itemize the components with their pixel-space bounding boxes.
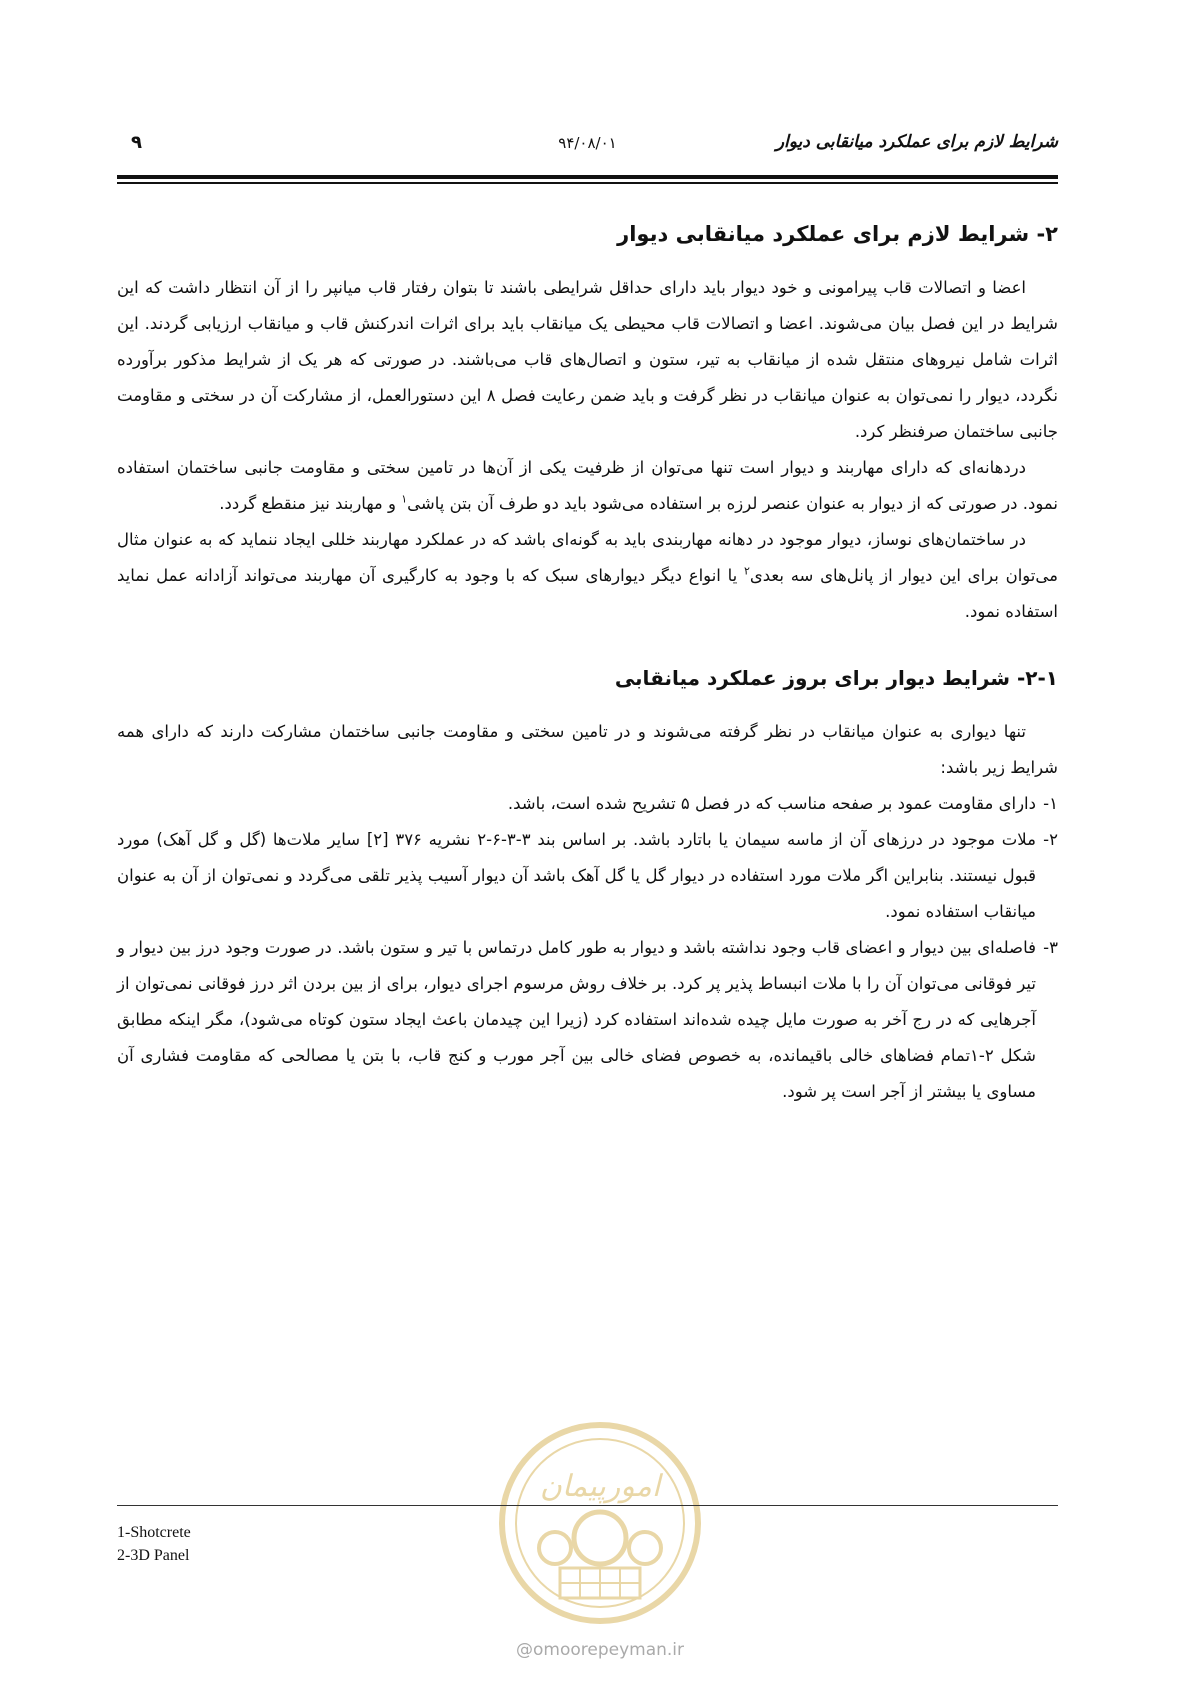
paragraph-3-text-a: در ساختمان‌های نوساز، دیوار موجود در دهانه مهاربندی باید به گونه‌ای باشد که در عملکرد مهاربند خللی ایجاد ننماید که به عنوان مثال می‌توان برای این دیوار از پانل‌های سه بعدی <box>117 530 1058 585</box>
footnote-ref-2: ۲ <box>743 564 750 578</box>
paragraph-2 <box>117 450 1058 522</box>
watermark-url-text: omoorepeyman.ir <box>532 1640 685 1660</box>
at-icon: @ <box>515 1640 533 1660</box>
paragraph-2-text-a: دردهانه‌ای که دارای مهاربند و دیوار است تنها می‌توان از ظرفیت یکی از آن‌ها در تامین سختی و مقاومت جانبی ساختمان استفاده نمود. در صورتی که از دیوار به عنوان عنصر لرزه بر استفاده می‌شود باید دو طرف آن بتن پاشی <box>117 458 1058 513</box>
paragraph-3-text-b: یا انواع دیگر دیوارهای سبک که با وجود به کارگیری آن مهاربند می‌تواند آزادانه عمل نماید استفاده نمود. <box>117 566 1058 621</box>
footnote-2: 2-3D Panel <box>117 1547 190 1564</box>
list-item-number: ۳- <box>1043 938 1058 957</box>
list-item <box>117 786 1058 822</box>
footnote-ref-1: ۱ <box>401 492 408 506</box>
subsection-heading: ۲-۱- شرایط دیوار برای بروز عملکرد میانقابی <box>614 666 1058 690</box>
list-item <box>117 822 1058 930</box>
list-item-number: ۱- <box>1043 794 1058 813</box>
paragraph-2-text-b: و مهاربند نیز منقطع گردد. <box>219 494 402 513</box>
paragraph-3 <box>117 522 1058 630</box>
watermark-logo-text: امورپیمان <box>539 1469 661 1504</box>
footnote-divider <box>117 1505 1058 1506</box>
watermark-logo <box>495 1418 705 1628</box>
document-body <box>117 200 1058 1110</box>
list-item-text: دارای مقاومت عمود بر صفحه مناسب که در فصل ۵ تشریح شده است، باشد. <box>507 794 1036 813</box>
list-item-text: فاصله‌ای بین دیوار و اعضای قاب وجود نداشته باشد و دیوار به طور کامل درتماس با تیر و ستون باشد. در صورت وجود درز بین دیوار و تیر فوقانی می‌توان آن را با ملات انبساط پذیر پر کرد. بر خلاف روش مرسوم اجرای دیوار، برای از بین بردن اثر درز فوقانی نمی‌توان از آجرهایی که در رج آخر به صورت مایل چیده شده‌اند استفاده کرد (زیرا این چیدمان باعث ایجاد ستون کوتاه می‌شود)، مگر اینکه مطابق شکل ۲-۱تمام فضاهای خالی باقیمانده، به خصوص فضای خالی بین آجر مورب و کنج قاب، با بتن یا مصالحی که مقاومت فشاری آن مساوی یا بیشتر از آجر است پر شود. <box>117 938 1036 1101</box>
paragraph-1: اعضا و اتصالات قاب پیرامونی و خود دیوار باید دارای حداقل شرایطی باشند تا بتوان رفتار قاب میانپر را از آن انتظار داشت که این شرایط در این فصل بیان می‌شوند. اعضا و اتصالات قاب محیطی یک میانقاب باید برای اثرات اندرکنش قاب و میانقاب ارزیابی گردند. این اثرات شامل نیروهای منتقل شده از میانقاب به تیر، ستون و اتصال‌های قاب می‌باشند. در صورتی که هر یک از شرایط مذکور برآورده نگردد، دیوار را نمی‌توان به عنوان میانقاب در نظر گرفت و باید ضمن رعایت فصل ۸ این دستورالعمل، از مشارکت آن در سختی و مقاومت جانبی ساختمان صرفنظر کرد. <box>117 278 1058 441</box>
section-heading: ۲- شرایط لازم برای عملکرد میانقابی دیوار <box>617 222 1058 246</box>
footnote-1: 1-Shotcrete <box>117 1524 191 1541</box>
footnotes <box>117 1521 191 1567</box>
list-item <box>117 930 1058 1110</box>
subsection-intro: تنها دیواری به عنوان میانقاب در نظر گرفته می‌شوند و در تامین سختی و مقاومت جانبی ساختمان مشارکت دارند که دارای همه شرایط زیر باشد: <box>117 722 1058 777</box>
header-title: شرایط لازم برای عملکرد میانقابی دیوار <box>775 132 1058 152</box>
list-item-text: ملات موجود در درزهای آن از ماسه سیمان یا باتارد باشد. بر اساس بند ۳-۳-۶-۲ نشریه ۳۷۶ [۲] سایر ملات‌ها (گل و گل آهک) مورد قبول نیستند. بنابراین اگر ملات مورد استفاده در دیوار گل یا گل آهک باشد آن دیوار آسیب پذیر تلقی می‌گردد و نمی‌توان از آن به عنوان میانقاب استفاده نمود. <box>117 830 1036 921</box>
list-item-number: ۲- <box>1043 830 1058 849</box>
page-number: ۹ <box>131 132 142 153</box>
header-rule-thick <box>117 175 1058 179</box>
page-header <box>117 128 1058 158</box>
watermark-url <box>495 1640 705 1660</box>
header-date: ۹۴/۰۸/۰۱ <box>558 134 617 152</box>
conditions-list <box>117 786 1058 1110</box>
header-rule-thin <box>117 182 1058 184</box>
